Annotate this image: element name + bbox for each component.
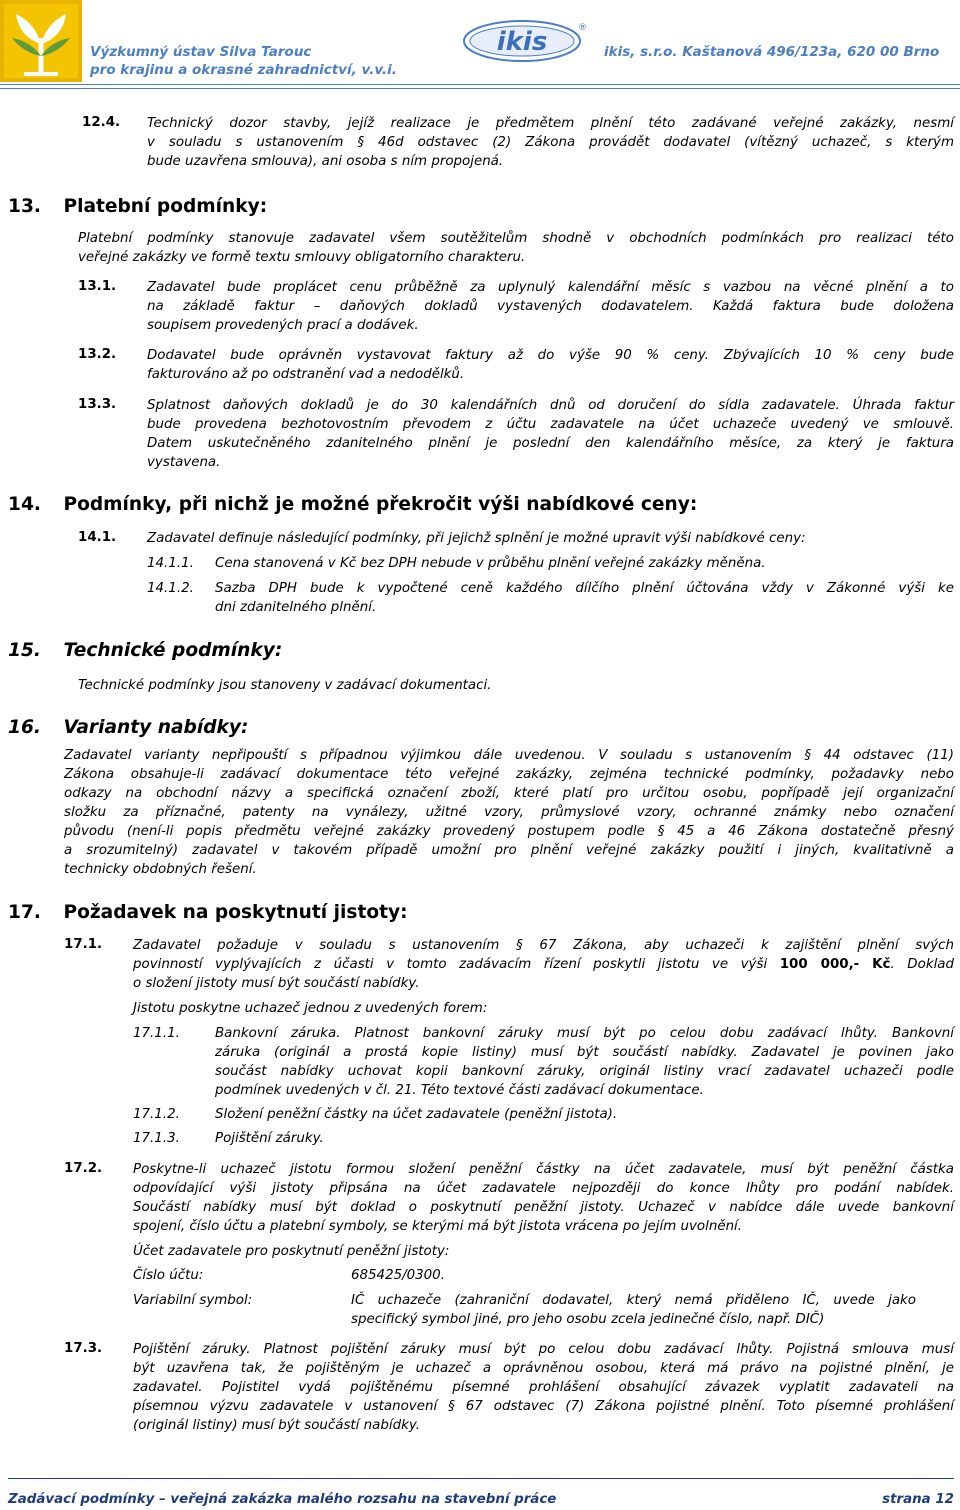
account-value: 685425/0300.: [351, 1268, 445, 1283]
heading-title: Varianty nabídky:: [63, 717, 249, 738]
paragraph-line: odkazy na obchodní názvy a specifická označení zboží, které platí pro určitou osobu, popřípadě její organizační: [64, 786, 954, 801]
paragraph-line: Technické podmínky jsou stanoveny v zadávací dokumentaci.: [78, 678, 492, 693]
paragraph-line: podmínek uvedených v čl. 21. Této textové části zadávací dokumentace.: [215, 1083, 704, 1098]
paragraph-line: být uzavřena tak, že pojištěným je uchazeč a oprávněnou osobou, která má právo na pojistné plnění, je: [133, 1361, 954, 1376]
heading-number: 17.: [8, 902, 41, 923]
paragraph-line: na základě faktur – daňových dokladů vystavených dodavatelem. Každá faktura bude doložena: [147, 299, 954, 314]
variable-symbol-label: Variabilní symbol:: [133, 1293, 253, 1308]
paragraph-line: (originál listiny) musí být součástí nabídky.: [133, 1418, 420, 1433]
paragraph-line: Součástí nabídky musí být doklad o poskytnutí peněžní jistoty. Uchazeč v nabídce dále uvede bankovní: [133, 1200, 954, 1215]
subsection-number: 14.1.: [78, 530, 117, 545]
institute-logo-icon: [0, 0, 82, 82]
paragraph-line: Cena stanovená v Kč bez DPH nebude v průběhu plnění veřejné zakázky měněna.: [215, 556, 766, 571]
subsection-number: 13.3.: [78, 397, 117, 412]
company-address: ikis, s.r.o. Kaštanová 496/123a, 620 00 Brno: [604, 44, 940, 60]
paragraph-line: Jistotu poskytne uchazeč jednou z uvedených forem:: [133, 1001, 488, 1016]
paragraph-line: technicky obdobných řešení.: [64, 862, 257, 877]
paragraph-line: Zákona obsahuje-li zadávací dokumentace této veřejné zakázky, zejména technické podmínky, požadavky nebo: [64, 767, 954, 782]
paragraph-line: Zadavatel definuje následující podmínky, při jejichž splnění je možné upravit výši nabídkové ceny:: [147, 531, 806, 546]
paragraph-line: vystavena.: [147, 455, 221, 470]
paragraph-line: Zadavatel varianty nepřipouští s případnou výjimkou dále uvedenou. V souladu s ustanovením § 44 odstavec (11): [64, 748, 954, 763]
heading-title: Požadavek na poskytnutí jistoty:: [63, 902, 408, 923]
section-heading: [8, 196, 267, 217]
footer-title: Zadávací podmínky – veřejná zakázka malého rozsahu na stavební práce: [8, 1492, 557, 1507]
heading-title: Technické podmínky:: [63, 640, 283, 661]
paragraph-text: povinností vyplývajících z účasti v tomto zadávacím řízení poskytli jistotu ve výši: [133, 957, 780, 972]
paragraph-line: Zadavatel požaduje v souladu s ustanovením § 67 Zákona, aby uchazeči k zajištění plnění svých: [133, 938, 954, 953]
paragraph-line: Složení peněžní částky na účet zadavatele (peněžní jistota).: [215, 1107, 618, 1122]
paragraph-line: dni zdanitelného plnění.: [215, 600, 377, 615]
ikis-registered-mark: ®: [578, 23, 587, 33]
subsection-number: 13.1.: [78, 279, 117, 294]
subsection-number: 13.2.: [78, 347, 117, 362]
paragraph-line: bude provedena bezhotovostním převodem z účtu zadavatele na účet uchazeče uvedený ve smlouvě.: [147, 417, 954, 432]
section-heading: [8, 717, 248, 738]
paragraph-line: součást nabídky uchovat kopii bankovní záruky, originál listiny vrací zadavatel uchazeči podle: [215, 1064, 954, 1079]
subsection-number: 17.3.: [64, 1341, 103, 1356]
institute-name-line2: pro krajinu a okrasné zahradnictví, v.v.i.: [90, 62, 397, 78]
ikis-logo-icon: [460, 18, 588, 64]
heading-title: Platební podmínky:: [63, 196, 268, 217]
subsubsection-number: 17.1.1.: [133, 1026, 180, 1041]
heading-number: 15.: [8, 640, 41, 661]
paragraph-line: o složení jistoty musí být součástí nabídky.: [133, 976, 420, 991]
section-heading: [8, 640, 282, 661]
paragraph-line: zadavatel. Pojistitel vydá pojištěnému písemné prohlášení obsahující závazek vyplatit zadavateli na: [133, 1380, 954, 1395]
subsubsection-number: 17.1.3.: [133, 1131, 180, 1146]
paragraph-line: Dodavatel bude oprávněn vystavovat faktury až do výše 90 % ceny. Zbývajících 10 % ceny bude: [147, 348, 954, 363]
paragraph-line: písemnou výzvu zadavatele v ustanovení § 67 odstavec (7) Zákona pojistné plnění. Toto písemné prohlášení: [133, 1399, 954, 1414]
subsubsection-number: 17.1.2.: [133, 1107, 180, 1122]
paragraph-line: Bankovní záruka. Platnost bankovní záruky musí být po celou dobu zadávací lhůty. Bankovní: [215, 1026, 954, 1041]
institute-name-line1: Výzkumný ústav Silva Tarouc: [90, 44, 312, 60]
subsubsection-number: 14.1.1.: [147, 556, 194, 571]
heading-number: 13.: [8, 196, 41, 217]
paragraph-line: Pojištění záruky. Platnost pojištění záruky musí být po celou dobu zadávací lhůty. Pojistná smlouva musí: [133, 1342, 954, 1357]
header-rule-top: [0, 84, 960, 85]
header-rule-bottom: [0, 88, 960, 89]
paragraph-line: Pojištění záruky.: [215, 1131, 324, 1146]
paragraph-line: veřejné zakázky ve formě textu smlouvy obligatorního charakteru.: [78, 250, 526, 265]
section-heading: [8, 494, 697, 515]
paragraph-line: Splatnost daňových dokladů je do 30 kalendářních dnů od doručení do sídla zadavatele. Úhrada faktur: [147, 398, 954, 413]
paragraph-line: záruka (originál a prostá kopie listiny) musí být součástí nabídky. Zadavatel je povinen jako: [215, 1045, 954, 1060]
variable-symbol-value: specifický symbol jiné, pro jeho osobu zcela jedinečné číslo, např. DIČ): [351, 1312, 825, 1327]
paragraph-line: v souladu s ustanovením § 46d odstavec (2) Zákona provádět dodavatel (vítězný uchazeč, s kterým: [147, 135, 954, 150]
paragraph-line: bude uzavřena smlouva), ani osoba s ním propojená.: [147, 154, 504, 169]
section-number: 12.4.: [82, 115, 121, 130]
paragraph-line: Zadavatel bude proplácet cenu průběžně za uplynulý kalendářní měsíc s vazbou na věcné plnění a to: [147, 280, 954, 295]
paragraph-line: Technický dozor stavby, jejíž realizace je předmětem plnění této zadávané veřejné zakázky, nesmí: [147, 116, 954, 131]
paragraph-text: . Doklad: [890, 957, 954, 972]
paragraph-line: fakturováno až po odstranění vad a nedodělků.: [147, 367, 465, 382]
footer-rule: [8, 1478, 954, 1479]
page-number: strana 12: [882, 1492, 954, 1507]
subsubsection-number: 14.1.2.: [147, 581, 194, 596]
paragraph-line: odpovídající výši jistoty připsána na účet zadavatele nejpozději do konce lhůty pro podání nabídek.: [133, 1181, 954, 1196]
subsection-number: 17.1.: [64, 937, 103, 952]
paragraph-line-with-amount: [133, 956, 954, 975]
paragraph-line: spojení, číslo účtu a platební symboly, se kterými má být jistota vrácena po jejím uvolnění.: [133, 1219, 743, 1234]
heading-number: 14.: [8, 494, 41, 515]
paragraph-line: Poskytne-li uchazeč jistotu formou složení peněžní částky na účet zadavatele, musí být peněžní částka: [133, 1162, 954, 1177]
subsection-number: 17.2.: [64, 1161, 103, 1176]
paragraph-line: původu (není-li popis předmětu veřejné zakázky provedený postupem podle § 45 a 46 Zákona dostatečně přesný: [64, 824, 954, 839]
variable-symbol-value: IČ uchazeče (zahraniční dodavatel, který nemá přiděleno IČ, uvede jako: [351, 1293, 916, 1308]
paragraph-line: složku za příznačné, patenty na vynálezy, užitné vzory, průmyslové vzory, ochranné známky nebo označení: [64, 805, 954, 820]
paragraph-line: Platební podmínky stanovuje zadavatel všem soutěžitelům shodně v obchodních podmínkách pro realizaci této: [78, 231, 954, 246]
ikis-logo-text: ikis: [496, 27, 548, 57]
paragraph-line: Účet zadavatele pro poskytnutí peněžní jistoty:: [133, 1244, 450, 1259]
deposit-amount: 100 000,- Kč: [779, 957, 891, 972]
paragraph-line: soupisem provedených prací a dodávek.: [147, 318, 419, 333]
paragraph-line: Datem uskutečněného zdanitelného plnění je poslední den kalendářního měsíce, za který je faktura: [147, 436, 954, 451]
paragraph-line: Sazba DPH bude k vypočtené ceně každého dílčího plnění účtována vždy v Zákonné výši ke: [215, 581, 954, 596]
account-label: Číslo účtu:: [133, 1268, 204, 1283]
paragraph-line: a srozumitelný) zadavatel v takovém případě umožní pro plnění veřejné zakázky použití i jiných, kvalitativně a: [64, 843, 954, 858]
section-heading: [8, 902, 408, 923]
heading-number: 16.: [8, 717, 41, 738]
heading-title: Podmínky, při nichž je možné překročit výši nabídkové ceny:: [63, 494, 698, 515]
